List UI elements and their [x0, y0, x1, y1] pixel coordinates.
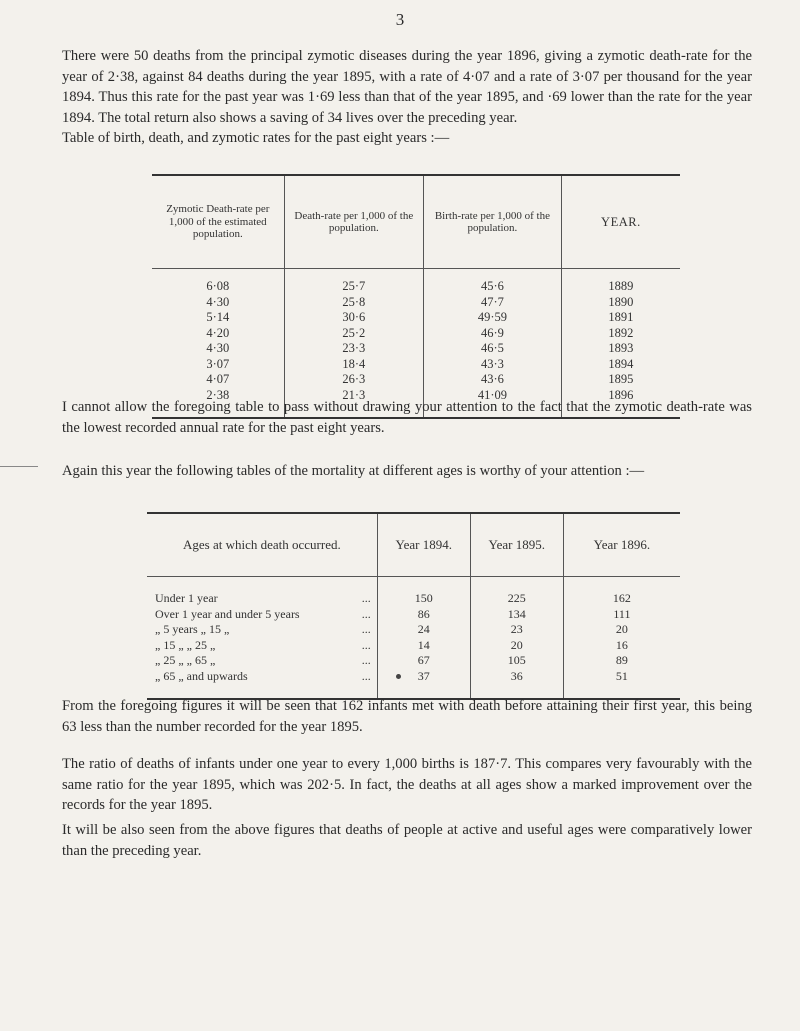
cell-age	[147, 607, 377, 623]
header-ages: Ages at which death occurred.	[147, 513, 377, 577]
page-number: 3	[395, 10, 405, 29]
cell-age	[147, 669, 377, 700]
cell-1896: 20	[615, 622, 628, 636]
age-label: „ 25 „ „ 65 „	[155, 653, 216, 667]
cell-birth: 46·9	[424, 326, 562, 342]
header-death-rate: Death-rate per 1,000 of the population.	[284, 175, 423, 269]
age-label: „ 15 „ „ 25 „	[155, 637, 216, 652]
paragraph-infant-deaths: From the foregoing figures it will be seen that 162 infants met with death before attaining their first year, this being 63 less than the number recorded for the year 1895.	[62, 698, 752, 735]
cell-year: 1891	[608, 310, 634, 324]
cell-year: 1893	[608, 341, 634, 355]
header-year-1896: Year 1896.	[563, 513, 680, 577]
cell-zymotic: 4·30	[152, 295, 284, 311]
table-row	[152, 372, 680, 388]
cell-death: 21·3	[284, 388, 423, 419]
paragraph-ages-intro: Again this year the following tables of the mortality at different ages is worthy of your attention :—	[62, 463, 645, 479]
paragraph-table-intro: Table of birth, death, and zymotic rates for the past eight years :—	[62, 130, 450, 146]
paragraph-zymotic-deaths: There were 50 deaths from the principal zymotic diseases during the year 1896, giving a zymotic death-rate for the year of 2·38, against 84 deaths during the year 1895, with a rate of 4·07 and a rate of 3·07 per thousand for the year 1894. Thus this rate for the past year was 1·69 less than that of the year 1895, and ·69 lower than the rate for the year 1894. The total return also shows a saving of 34 lives over the preceding year.	[62, 48, 752, 126]
age-label: Over 1 year and under 5 years	[155, 606, 300, 621]
table-row	[152, 357, 680, 373]
table-row	[152, 295, 680, 311]
leader-dots: ...	[361, 591, 371, 605]
age-label: „ 5 years „ 15 „	[155, 622, 230, 636]
cell-death: 25·8	[284, 295, 423, 311]
table-row	[147, 622, 680, 638]
cell-1895: 134	[470, 607, 563, 623]
leader-dots: ...	[361, 668, 371, 683]
cell-zymotic: 4·07	[152, 372, 284, 388]
cell-1894: 24	[377, 622, 470, 638]
cell-1894: 150	[377, 577, 470, 607]
rates-table	[152, 174, 680, 419]
leader-dots: ...	[361, 622, 371, 636]
header-zymotic: Zymotic Death-rate per 1,000 of the estimated population.	[152, 175, 284, 269]
margin-mark	[0, 466, 38, 467]
cell-1894: 86	[377, 607, 470, 623]
cell-zymotic: 4·30	[152, 341, 284, 357]
cell-birth: 49·59	[424, 310, 562, 326]
cell-age	[147, 577, 377, 607]
cell-death: 23·3	[284, 341, 423, 357]
cell-birth: 43·6	[424, 372, 562, 388]
table-row	[152, 269, 680, 295]
cell-1896: 111	[613, 606, 631, 621]
cell-death: 26·3	[284, 372, 423, 388]
cell-age	[147, 622, 377, 638]
ages-table	[147, 512, 680, 700]
cell-zymotic: 3·07	[152, 357, 284, 373]
cell-year: 1889	[608, 279, 634, 293]
cell-birth: 46·5	[424, 341, 562, 357]
paragraph-active-ages: It will be also seen from the above figures that deaths of people at active and useful ages were comparatively lower than the preceding year.	[62, 822, 752, 859]
cell-death: 25·2	[284, 326, 423, 342]
cell-1894: 67	[377, 653, 470, 669]
cell-zymotic: 4·20	[152, 326, 284, 342]
table-row	[147, 607, 680, 623]
leader-dots: ...	[361, 606, 371, 621]
cell-age	[147, 638, 377, 654]
cell-1896: 89	[615, 653, 628, 667]
table-row	[152, 341, 680, 357]
cell-birth: 47·7	[424, 295, 562, 311]
rates-table-header-row	[152, 175, 680, 269]
cell-zymotic: 2·38	[152, 388, 284, 419]
cell-age	[147, 653, 377, 669]
ink-dot	[396, 674, 401, 679]
cell-birth: 43·3	[424, 357, 562, 373]
cell-year: 1894	[608, 356, 634, 371]
table-row	[147, 653, 680, 669]
table-row	[147, 669, 680, 700]
cell-zymotic: 5·14	[152, 310, 284, 326]
cell-birth: 45·6	[424, 269, 562, 295]
cell-1895: 105	[470, 653, 563, 669]
cell-year: 1892	[608, 325, 634, 340]
header-birth-rate: Birth-rate per 1,000 of the population.	[424, 175, 562, 269]
cell-1895: 36	[470, 669, 563, 700]
leader-dots: ...	[361, 653, 371, 667]
cell-1895: 23	[470, 622, 563, 638]
ages-table-header-row	[147, 513, 680, 577]
cell-birth: 41·09	[424, 388, 562, 419]
cell-1896: 16	[615, 637, 628, 652]
paragraph-infant-ratio: The ratio of deaths of infants under one year to every 1,000 births is 187·7. This compares very favourably with the same ratio for the year 1895, which was 202·5. In fact, the deaths at all ages show a marked improvement over the records for the year 1895.	[62, 756, 752, 813]
cell-death: 30·6	[284, 310, 423, 326]
age-label: Under 1 year	[155, 591, 218, 605]
cell-zymotic: 6·08	[152, 269, 284, 295]
cell-year: 1890	[608, 294, 634, 309]
cell-death: 18·4	[284, 357, 423, 373]
age-label: „ 65 „ and upwards	[155, 668, 248, 683]
paragraph-lowest-rate: I cannot allow the foregoing table to pass without drawing your attention to the fact that the zymotic death-rate was the lowest recorded annual rate for the past eight years.	[62, 399, 752, 436]
cell-1896: 51	[615, 668, 628, 683]
header-year: YEAR.	[561, 175, 680, 269]
table-row	[147, 638, 680, 654]
header-year-1895: Year 1895.	[470, 513, 563, 577]
cell-year: 1896	[608, 387, 634, 402]
leader-dots: ...	[361, 637, 371, 652]
cell-1895: 225	[470, 577, 563, 607]
cell-death: 25·7	[284, 269, 423, 295]
cell-1894: 37	[377, 669, 470, 700]
header-year-1894: Year 1894.	[377, 513, 470, 577]
cell-1894: 14	[377, 638, 470, 654]
table-row	[152, 326, 680, 342]
table-row	[152, 310, 680, 326]
cell-1896: 162	[612, 591, 631, 605]
cell-year: 1895	[608, 372, 634, 386]
cell-1895: 20	[470, 638, 563, 654]
table-row	[147, 577, 680, 607]
